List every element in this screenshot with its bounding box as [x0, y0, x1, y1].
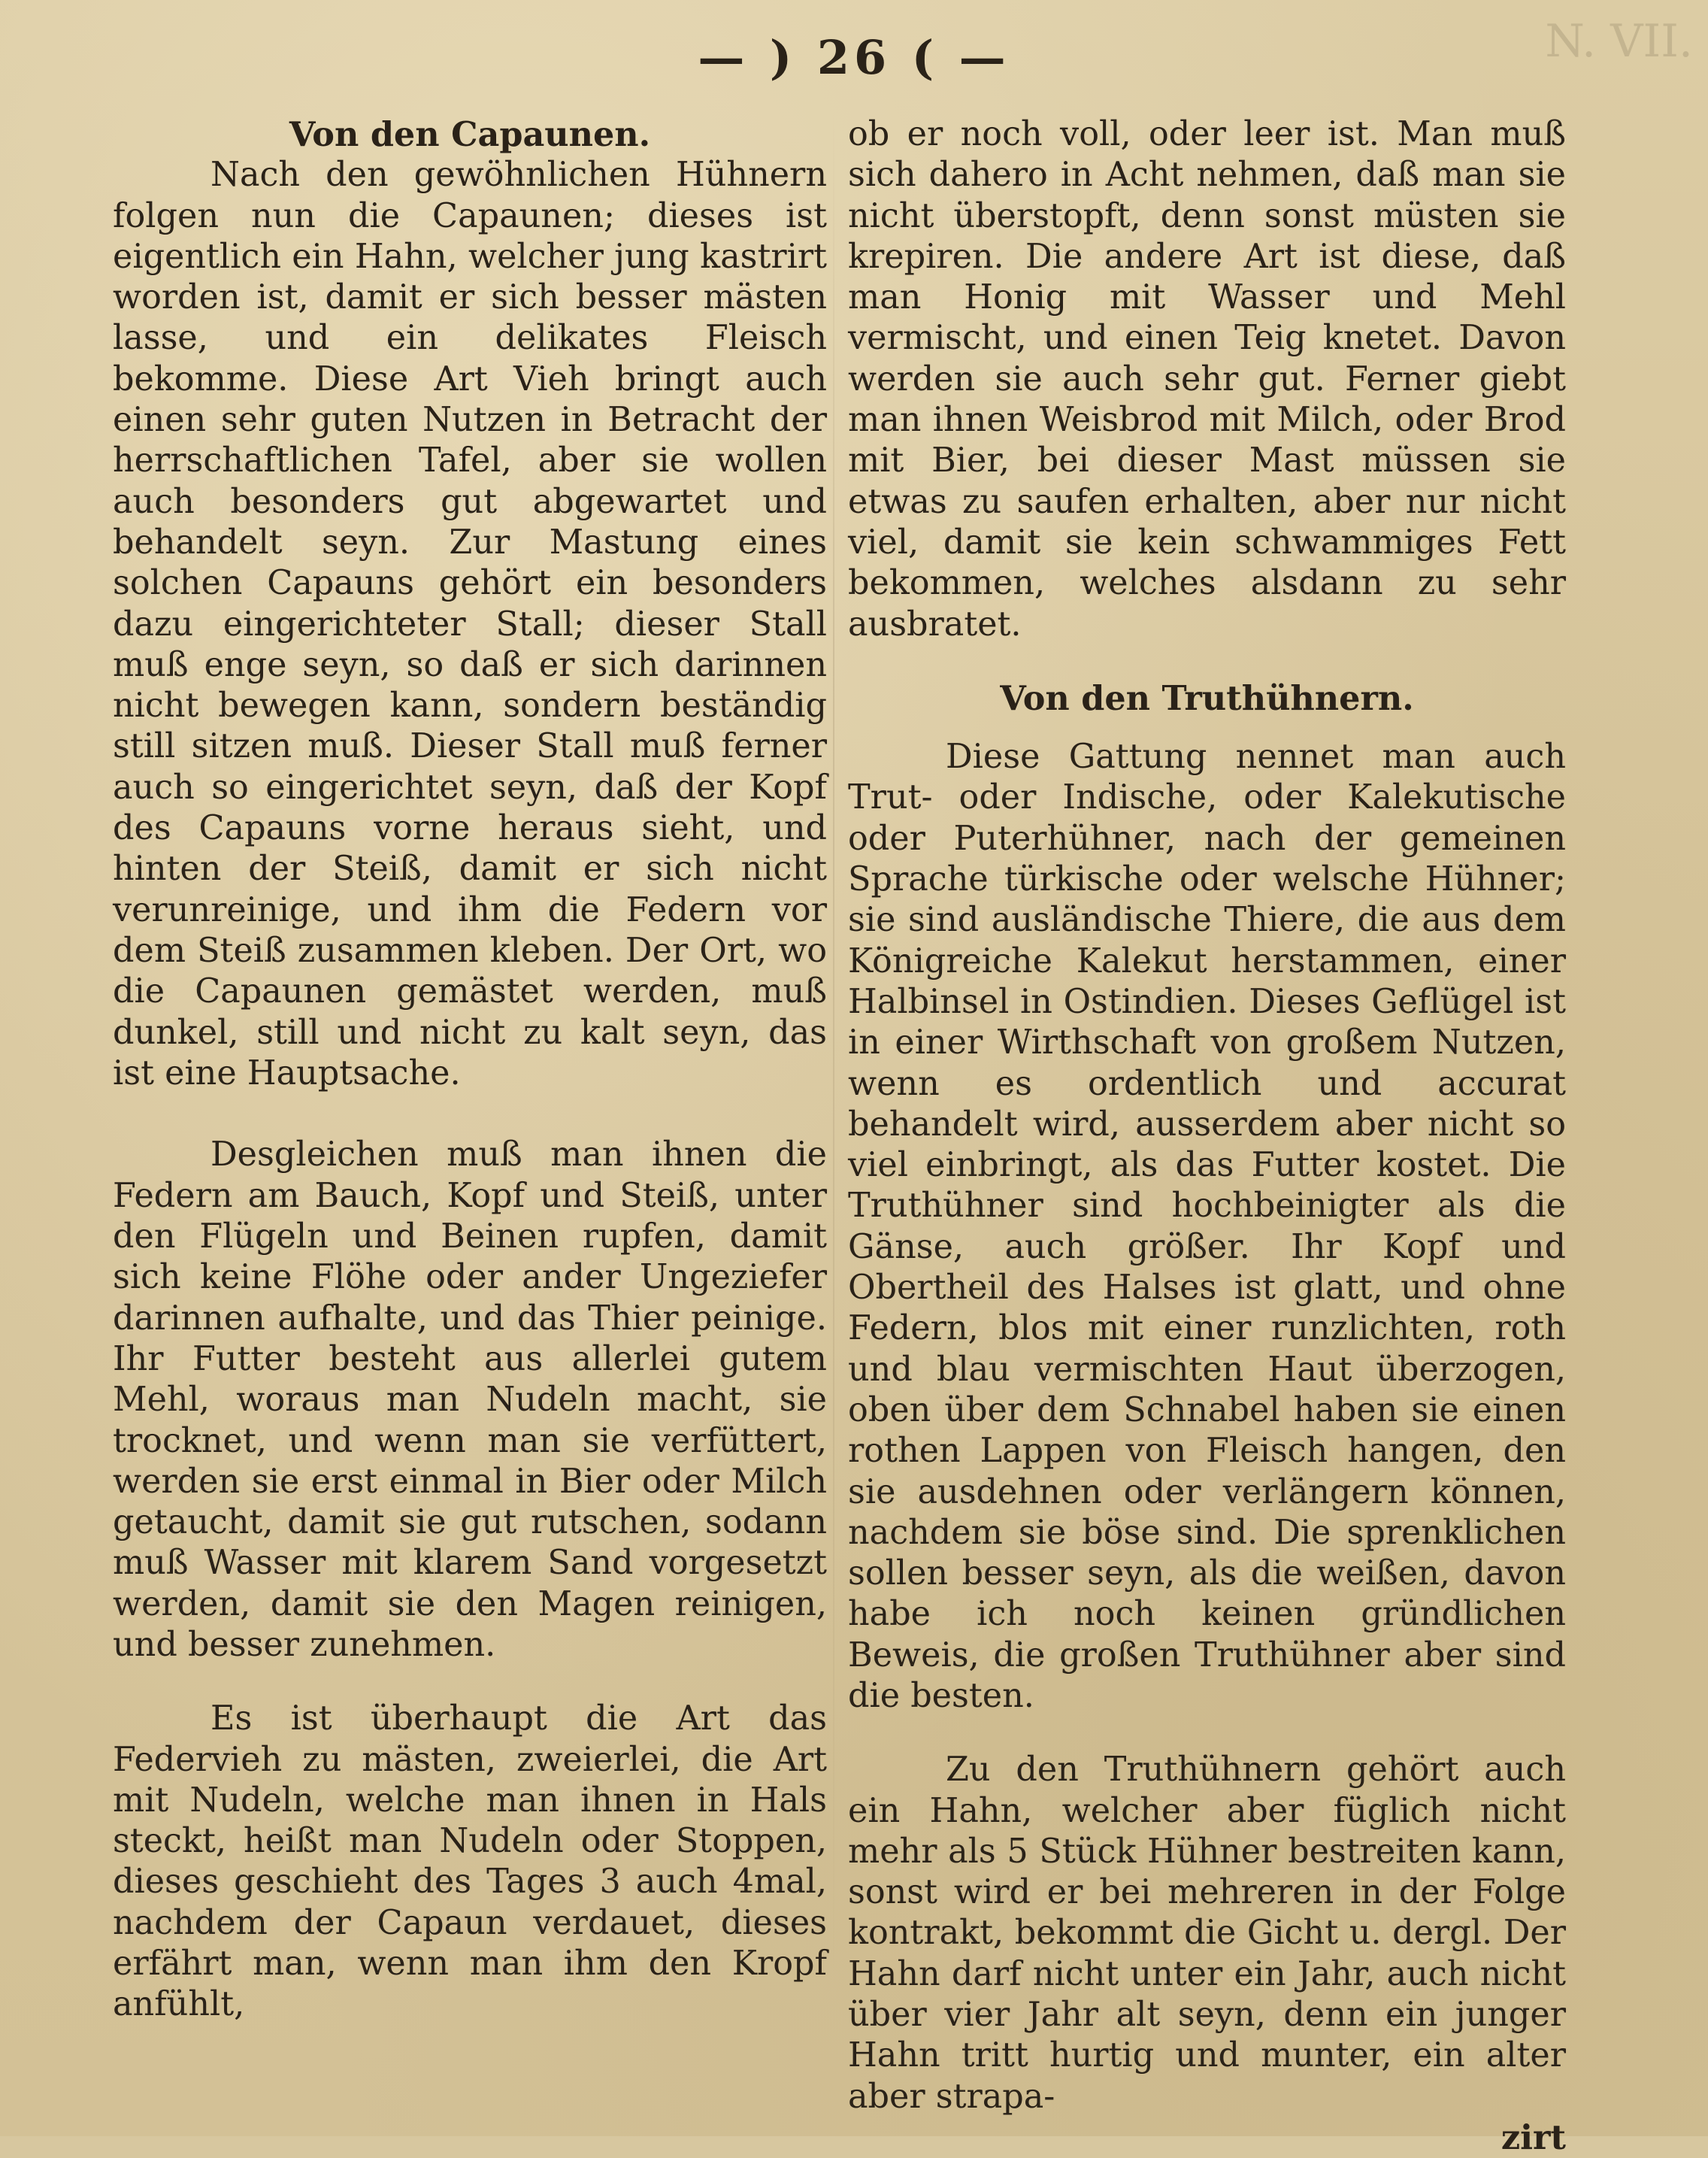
bleed-through-text: N. VII. [1545, 15, 1693, 68]
paragraph: Desgleichen muß man ihnen die Federn am Bauch, Kopf und Steiß, unter den Flügeln und Beinen rupfen, damit sich keine Flöhe oder ander Ungeziefer darinnen aufhalte, und das Thier peinige. Ihr Futter besteht aus allerlei gutem Mehl, woraus man Nudeln macht, sie trocknet, und wenn man sie verfüttert, werden sie erst einmal in Bier oder Milch getaucht, damit sie gut rutschen, sodann muß Wasser mit klarem Sand vorgesetzt werden, damit sie den Magen reinigen, und besser zunehmen. [113, 1135, 827, 1664]
catchword: zirt [1501, 2117, 1566, 2157]
paragraph: Diese Gattung nennet man auch Trut- oder Indische, oder Kalekutische oder Puterhühner, nach der gemeinen Sprache türkische oder welsche Hühner; sie sind ausländische Thiere, die aus dem Königreiche Kalekut herstammen, einer Halbinsel in Ostindien. Dieses Geflügel ist in einer Wirthschaft von großem Nutzen, wenn es ordentlich und accurat behandelt wird, ausserdem aber nicht so viel einbringt, als das Futter kostet. Die Truthühner sind hochbeinigter als die Gänse, auch größer. Ihr Kopf und Obertheil des Halses ist glatt, und ohne Federn, blos mit einer runzlichten, roth und blau vermischten Haut überzogen, oben über dem Schnabel haben sie einen rothen Lappen von Fleisch hangen, den sie ausdehnen oder verlängern können, nachdem sie böse sind. Die sprenklichen sollen besser seyn, als die weißen, davon habe ich noch keinen gründlichen Beweis, die großen Truthühner aber sind die besten. [848, 738, 1566, 1715]
paragraph: Zu den Truthühnern gehört auch ein Hahn, welcher aber füglich nicht mehr als 5 Stück Hühner bestreiten kann, sonst wird er bei mehreren in der Folge kontrakt, bekommt die Gicht u. dergl. Der Hahn darf nicht unter ein Jahr, auch nicht über vier Jahr alt seyn, denn ein junger Hahn tritt hurtig und munter, ein alter aber strapa- [848, 1750, 1566, 2116]
left-column [113, 114, 827, 2026]
section-heading-truthuehner: Von den Truthühnern. [1000, 678, 1414, 718]
paragraph: ob er noch voll, oder leer ist. Man muß sich dahero in Acht nehmen, daß man sie nicht überstopft, denn sonst müsten sie krepiren. Die andere Art ist diese, daß man Honig mit Wasser und Mehl vermischt, und einen Teig knetet. Davon werden sie auch sehr gut. Ferner giebt man ihnen Weisbrod mit Milch, oder Brod mit Bier, bei dieser Mast müssen sie etwas zu saufen erhalten, aber nur nicht viel, damit sie kein schwammiges Fett bekommen, welches alsdann zu sehr ausbratet. [848, 115, 1566, 644]
column-gutter [833, 105, 834, 1985]
paragraph: Nach den gewöhnlichen Hühnern folgen nun die Capaunen; dieses ist eigentlich ein Hahn, welcher jung kastrirt worden ist, damit er sich besser mästen lasse, und ein delikates Fleisch bekomme. Diese Art Vieh bringt auch einen sehr guten Nutzen in Betracht der herrschaftlichen Tafel, aber sie wollen auch besonders gut abgewartet und behandelt seyn. Zur Mastung eines solchen Capauns gehört ein besonders dazu eingerichteter Stall; dieser Stall muß enge seyn, so daß er sich darinnen nicht bewegen kann, sondern beständig still sitzen muß. Dieser Stall muß ferner auch so eingerichtet seyn, daß der Kopf des Capauns vorne heraus sieht, und hinten der Steiß, damit er sich nicht verunreinige, und ihm die Federn vor dem Steiß zusammen kleben. Der Ort, wo die Capaunen gemästet werden, muß dunkel, still und nicht zu kalt seyn, das ist eine Hauptsache. [113, 156, 827, 1093]
section-heading-capaunen: Von den Capaunen. [289, 115, 651, 154]
right-column [848, 114, 1566, 2158]
page-number-header: — ) 26 ( — [698, 30, 1010, 85]
paragraph: Es ist überhaupt die Art das Federvieh zu mästen, zweierlei, die Art mit Nudeln, welche man ihnen in Hals steckt, heißt man Nudeln oder Stoppen, dieses geschieht des Tages 3 auch 4mal, nachdem der Capaun verdauet, dieses erfährt man, wenn man ihm den Kropf anfühlt, [113, 1699, 827, 2024]
